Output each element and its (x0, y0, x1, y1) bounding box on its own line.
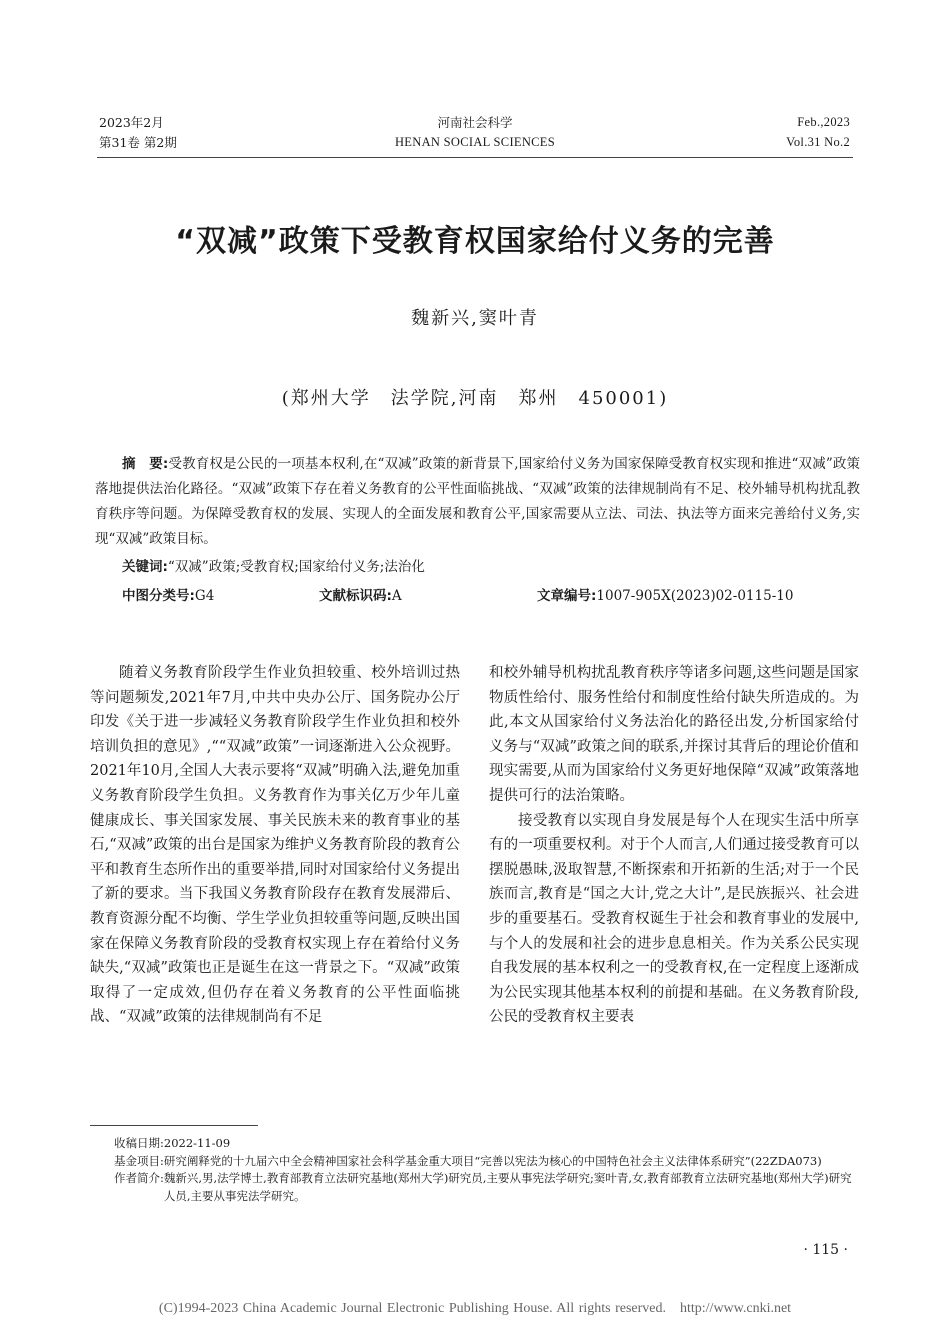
clc-value: G4 (194, 588, 215, 604)
keywords-text: “双减”政策;受教育权;国家给付义务;法治化 (167, 559, 425, 575)
fund-label: 基金项目: (114, 1153, 164, 1168)
copyright-line: (C)1994-2023 China Academic Journal Electronic Publishing House. All rights reserved. http://www.cnki.net (158, 1301, 792, 1316)
header-rule (97, 157, 853, 158)
header-date-cn: 2023年2月 (99, 115, 164, 130)
clc-number (122, 586, 214, 606)
article-no-value: 1007-905X(2023)02-0115-10 (596, 588, 794, 604)
body-left-column (90, 661, 460, 1030)
author-bio: 魏新兴,男,法学博士,教育部教育立法研究基地(郑州大学)研究员,主要从事宪法学研究;窦叶青,女,教育部教育立法研究基地(郑州大学)研究人员,主要从事宪法学研究。 (163, 1171, 852, 1203)
page-number: · 115 · (803, 1242, 848, 1258)
header-issue-cn: 第31卷 第2期 (99, 135, 177, 150)
received-label: 收稿日期: (114, 1136, 164, 1150)
keywords-label: 关键词: (122, 559, 168, 575)
footnote-fund (114, 1153, 854, 1171)
fund-text: 研究阐释党的十九届六中全会精神国家社会科学基金重大项目“完善以宪法为核心的中国特色社会主义法律体系研究”(22ZDA073) (163, 1153, 822, 1168)
author-label: 作者简介: (114, 1171, 164, 1185)
article-number (537, 586, 793, 606)
abstract-label: 摘 要: (122, 456, 169, 472)
body-right-column (489, 661, 859, 1030)
article-title: “双减”政策下受教育权国家给付义务的完善 (175, 224, 775, 259)
article-authors: 魏新兴,窦叶青 (411, 308, 539, 329)
body-paragraph: 随着义务教育阶段学生作业负担较重、校外培训过热等问题频发,2021年7月,中共中央办公厅、国务院办公厅印发《关于进一步减轻义务教育阶段学生作业负担和校外培训负担的意见》,““双减”政策”一词逐渐进入公众视野。2021年10月,全国人大表示要将“双减”明确入法,避免加重义务教育阶段学生负担。义务教育作为事关亿万少年儿童健康成长、事关国家发展、事关民族未来的教育事业的基石,“双减”政策的出台是国家为维护义务教育阶段的教育公平和教育生态所作出的重要举措,同时对国家给付义务提出了新的要求。当下我国义务教育阶段存在教育发展滞后、教育资源分配不均衡、学生学业负担较重等问题,反映出国家在保障义务教育阶段的受教育权实现上存在着给付义务缺失,“双减”政策也正是诞生在这一背景之下。“双减”政策取得了一定成效,但仍存在着义务教育的公平性面临挑战、“双减”政策的法律规制尚有不足 (90, 665, 460, 1026)
header-date-en: Feb.,2023 (797, 115, 850, 129)
abstract (95, 452, 860, 552)
doc-code-value: A (391, 588, 402, 604)
footnote-author (114, 1170, 854, 1205)
doc-code-label: 文献标识码: (319, 588, 392, 604)
article-no-label: 文章编号: (537, 588, 597, 604)
header-issue-en: Vol.31 No.2 (786, 135, 850, 149)
clc-label: 中图分类号: (122, 588, 195, 604)
article-affiliation: (郑州大学 法学院,河南 郑州 450001) (281, 388, 669, 409)
footnote-rule (90, 1125, 258, 1126)
keywords (122, 557, 425, 577)
header-journal-en: HENAN SOCIAL SCIENCES (394, 135, 555, 149)
abstract-text: 受教育权是公民的一项基本权利,在“双减”政策的新背景下,国家给付义务为国家保障受教育权实现和推进“双减”政策落地提供法治化路径。“双减”政策下存在着义务教育的公平性面临挑战、“双减”政策的法律规制尚有不足、校外辅导机构扰乱教育秩序等问题。为保障受教育权的发展、实现人的全面发展和教育公平,国家需要从立法、司法、执法等方面来完善给付义务,实现“双减”政策目标。 (95, 456, 861, 547)
received-date: 2022-11-09 (163, 1136, 231, 1150)
body-paragraph: 和校外辅导机构扰乱教育秩序等诸多问题,这些问题是国家物质性给付、服务性给付和制度性给付缺失所造成的。为此,本文从国家给付义务法治化的路径出发,分析国家给付义务与“双减”政策之间的联系,并探讨其背后的理论价值和现实需要,从而为国家给付义务更好地保障“双减”政策落地提供可行的法治策略。 (489, 665, 859, 804)
footnote-received (114, 1135, 854, 1153)
header-journal-cn: 河南社会科学 (437, 115, 513, 130)
document-code (319, 586, 402, 606)
footnotes (114, 1135, 854, 1205)
body-paragraph: 接受教育以实现自身发展是每个人在现实生活中所享有的一项重要权利。对于个人而言,人们通过接受教育可以摆脱愚昧,汲取智慧,不断探索和开拓新的生活;对于一个民族而言,教育是“国之大计,党之大计”,是民族振兴、社会进步的重要基石。受教育权诞生于社会和教育事业的发展中,与个人的发展和社会的进步息息相关。作为关系公民实现自我发展的基本权利之一的受教育权,在一定程度上逐渐成为公民实现其他基本权利的前提和基础。在义务教育阶段,公民的受教育权主要表 (489, 812, 859, 1026)
